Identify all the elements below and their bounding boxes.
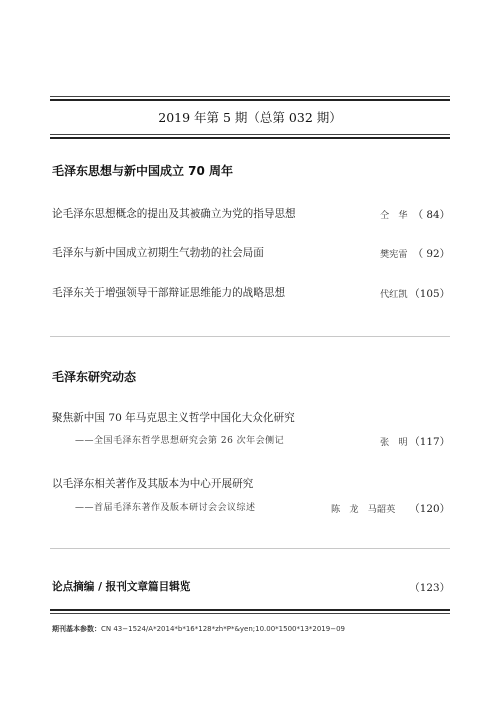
top-rule-thick xyxy=(50,99,450,101)
toc-entry-page[interactable]: （ 84） xyxy=(412,209,450,221)
toc-entry-page[interactable]: （117） xyxy=(409,436,450,448)
toc-entry-title[interactable]: 毛泽东关于增强领导干部辩证思维能力的战略思想 xyxy=(52,287,286,299)
toc-entry-page[interactable]: （105） xyxy=(409,288,450,300)
section-title-1: 毛泽东思想与新中国成立 70 周年 xyxy=(52,164,234,178)
toc-entry-author: 陈 龙 马韶英 xyxy=(331,504,396,515)
toc-entry-title[interactable]: 论毛泽东思想概念的提出及其被确立为党的指导思想 xyxy=(52,208,296,220)
issue-heading: 2019 年第 5 期（总第 032 期） xyxy=(158,110,342,125)
footer-entry-title[interactable]: 论点摘编 / 报刊文章篇目辑览 xyxy=(52,581,191,593)
journal-params-label: 期刊基本参数： xyxy=(52,625,101,633)
toc-entry-author: 代红凯 xyxy=(380,289,408,300)
toc-entry-author: 樊宪雷 xyxy=(380,249,408,260)
toc-entry-title[interactable]: 聚焦新中国 70 年马克思主义哲学中国化大众化研究 xyxy=(52,412,295,424)
toc-entry-page[interactable]: （120） xyxy=(409,503,450,515)
toc-entry-subtitle: ——全国毛泽东哲学思想研究会第 26 次年会侧记 xyxy=(75,436,285,446)
bottom-rule-thin xyxy=(50,613,450,614)
footer-entry-page[interactable]: （123） xyxy=(409,582,450,594)
issue-rule-thin xyxy=(50,134,450,135)
issue-rule-thick xyxy=(50,137,450,139)
bottom-rule-thick xyxy=(50,609,450,611)
section-title-2: 毛泽东研究动态 xyxy=(52,370,137,384)
section-divider xyxy=(50,548,450,549)
toc-entry-subtitle: ——首届毛泽东著作及版本研讨会会议综述 xyxy=(75,503,256,513)
toc-entry-title[interactable]: 毛泽东与新中国成立初期生气勃勃的社会局面 xyxy=(52,247,264,259)
top-rule-thin xyxy=(50,96,450,97)
toc-entry-title[interactable]: 以毛泽东相关著作及其版本为中心开展研究 xyxy=(52,478,254,490)
journal-params xyxy=(52,624,345,634)
section-divider xyxy=(50,336,450,337)
toc-entry-author: 仝 华 xyxy=(380,210,408,221)
toc-entry-page[interactable]: （ 92） xyxy=(412,248,450,260)
toc-entry-author: 张 明 xyxy=(380,437,408,448)
journal-params-value: CN 43−1524/A*2014*b*16*128*zh*P*&yen;10.00*1500*13*2019−09 xyxy=(101,625,345,633)
